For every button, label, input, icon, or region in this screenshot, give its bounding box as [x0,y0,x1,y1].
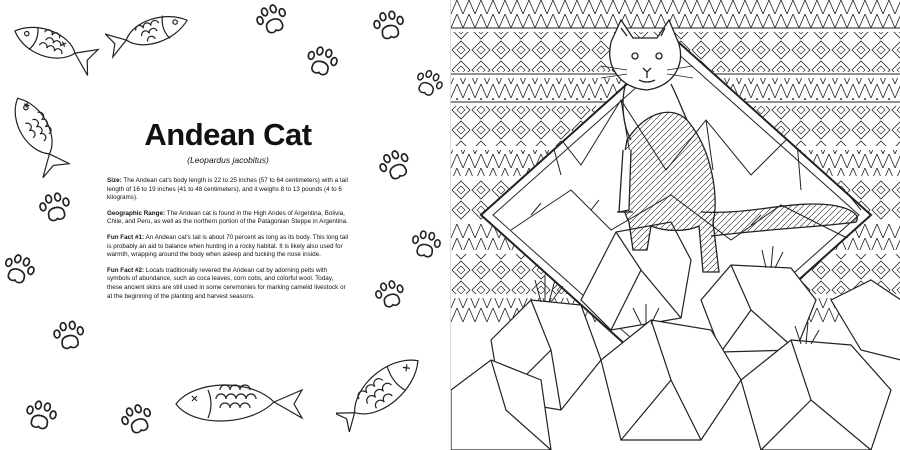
scientific-name: (Leopardus jacobitus) [187,155,269,165]
left-page [0,0,448,450]
fact-size [107,177,349,203]
fish-icon [170,368,306,438]
andean-cat-illustration [451,0,900,450]
paw-print-icon [414,68,444,98]
page-title: Andean Cat [144,117,312,152]
fact-fun-fact-2 [107,267,349,301]
fact-panel [107,118,349,308]
paw-print-icon [38,190,72,224]
paw-print-icon [24,398,58,432]
paw-print-icon [305,44,339,78]
paw-print-icon [2,252,36,286]
right-page [450,0,900,450]
fact-label: Size: [107,177,122,184]
paw-print-icon [410,228,442,260]
fact-text: The Andean cat's body length is 22 to 25 inches (57 to 64 centimeters) with a tail length of 16 to 19 inches (41 to 48 centimeters), and it weighs 8 to 13 pounds (4 to 6 kilograms). [107,177,348,202]
fact-label: Geographic Range: [107,209,166,217]
paw-print-icon [378,148,412,182]
fact-label: Fun Fact #2: [107,266,145,274]
paw-print-icon [52,318,86,352]
fact-geographic-range [107,210,349,227]
fish-icon [4,14,100,78]
fish-icon [336,328,446,438]
fact-text: Locals traditionally revered the Andean cat by adorning pelts with symbols of abundance, such as coca leaves, corn cobs, and colorful wool. Today, these ancient skins are still used in some ceremonies for marking camelid livestock or at the beginning of the planting and harvest seasons. [107,266,346,300]
fish-icon [105,0,197,64]
fact-label: Fun Fact #1: [107,233,145,241]
fact-text: The Andean cat is found in the High Andes of Argentina, Bolivia, Chile, and Peru, as well as the northern portion of the Patagonian Steppe in Argentina. [107,209,348,226]
fish-icon [0,76,70,186]
paw-print-icon [255,2,289,36]
paw-print-icon [374,278,406,310]
fact-text: An Andean cat's tail is about 70 percent as long as its body. This long tail is probably an aid to balance when hunting in a rocky habitat. It is likely also used for warmth, wrapping around the body when asleep and tucking the nose inside. [107,233,349,259]
paw-print-icon [120,402,154,436]
fact-fun-fact-1 [107,234,349,260]
paw-print-icon [372,8,406,42]
